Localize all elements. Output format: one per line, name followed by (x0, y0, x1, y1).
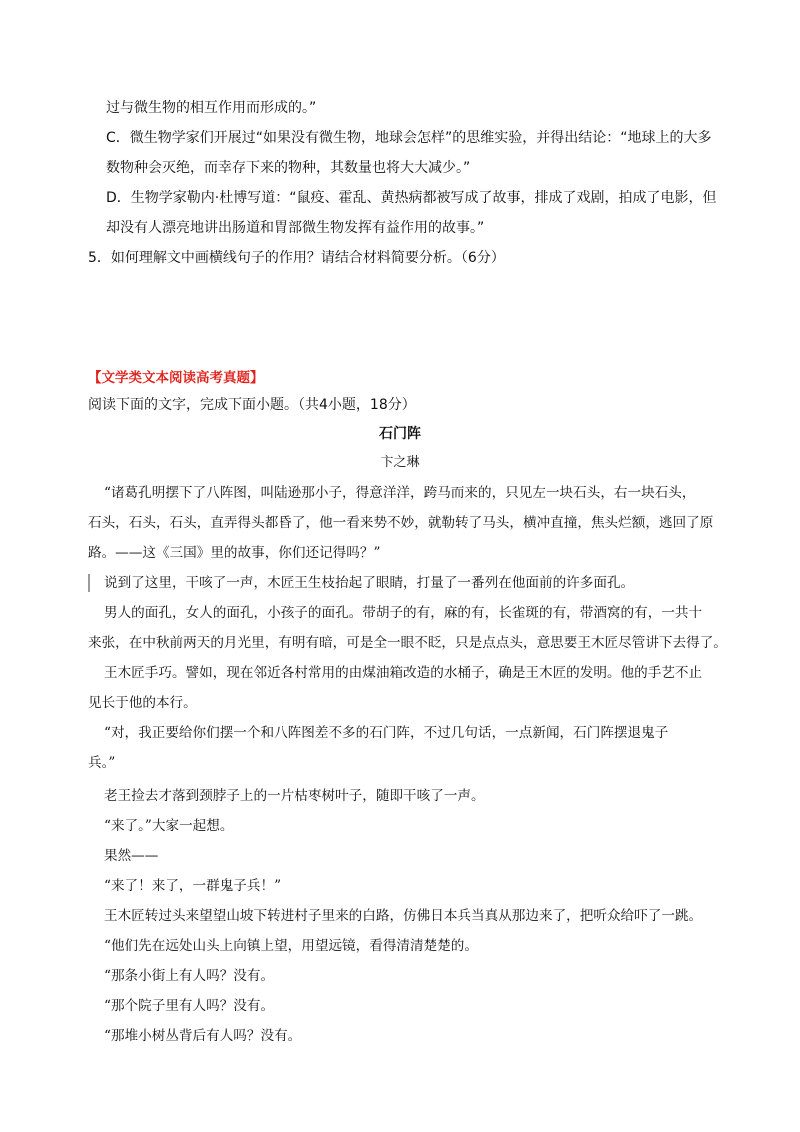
story-line: 见长于他的本行。 (88, 695, 197, 711)
option-d-line-1: D．生物学家勒内·杜博写道：“鼠疫、霍乱、黄热病都被写成了故事，排成了戏剧，拍成了电影，但 (106, 190, 717, 206)
story-line: 石头，石头，石头，直弄得头都昏了，他一看来势不妙，就勒转了马头，横冲直撞，焦头烂额，逃回了原 (88, 515, 714, 531)
story-line: 路。——这《三国》里的故事，你们还记得吗？” (88, 545, 381, 561)
story-line: 来张，在中秋前两天的月光里，有明有暗，可是全一眼不眨，只是点点头，意思要王木匠尽管讲下去得了。 (88, 635, 727, 651)
story-line: “对，我正要给你们摆一个和八阵图差不多的石门阵，不过几句话，一点新闻，石门阵摆退鬼子 (104, 725, 669, 741)
margin-mark (88, 574, 90, 592)
story-line: “诸葛孔明摆下了八阵图，叫陆逊那小子，得意洋洋，跨马而来的，只见左一块石头，右一块石头， (104, 485, 696, 501)
story-author: 卞之琳 (380, 455, 420, 470)
story-line: 王木匠手巧。譬如，现在邻近各村常用的由煤油箱改造的水桶子，确是王木匠的发明。他的手艺不止 (104, 665, 703, 681)
option-d-line-2: 却没有人漂亮地讲出肠道和胃部微生物发挥有益作用的故事。” (106, 220, 485, 236)
story-line: 兵。” (88, 755, 116, 771)
story-line: 王木匠转过头来望望山坡下转进村子里来的白路，仿佛日本兵当真从那边来了，把听众给吓了一跳。 (104, 908, 703, 924)
story-line: “来了！来了，一群鬼子兵！” (104, 878, 282, 894)
story-line: 老王捡去才落到颈脖子上的一片枯枣树叶子，随即干咳了一声。 (104, 788, 485, 804)
question-5: 5．如何理解文中画横线句子的作用？请结合材料简要分析。（6分） (88, 250, 505, 266)
story-line: “那个院子里有人吗？没有。 (104, 998, 275, 1014)
option-c-line-1: C．微生物学家们开展过“如果没有微生物，地球会怎样”的思维实验，并得出结论：“地球上的大多 (106, 130, 712, 146)
story-line: “那条小街上有人吗？没有。 (104, 968, 275, 984)
story-line: “来了。”大家一起想。 (104, 818, 234, 834)
reading-instruction: 阅读下面的文字，完成下面小题。（共4小题，18分） (88, 397, 416, 413)
option-c-line-2: 数物种会灭绝，而幸存下来的物种，其数量也将大大减少。” (106, 160, 471, 176)
story-line: “他们先在远处山头上向镇上望，用望远镜，看得清清楚楚的。 (104, 938, 478, 954)
story-line: 说到了这里，干咳了一声，木匠王生枝抬起了眼睛，打量了一番列在他面前的许多面孔。 (104, 575, 635, 591)
section-heading: 【文学类文本阅读高考真题】 (88, 370, 264, 386)
story-title: 石门阵 (379, 426, 421, 442)
story-line: “那堆小树丛背后有人吗？没有。 (104, 1028, 302, 1044)
story-line: 男人的面孔，女人的面孔，小孩子的面孔。带胡子的有，麻的有，长雀斑的有，带酒窝的有，一共十 (104, 605, 703, 621)
option-b-continuation: 过与微生物的相互作用而形成的。” (106, 100, 317, 116)
story-line: 果然—— (104, 848, 159, 864)
